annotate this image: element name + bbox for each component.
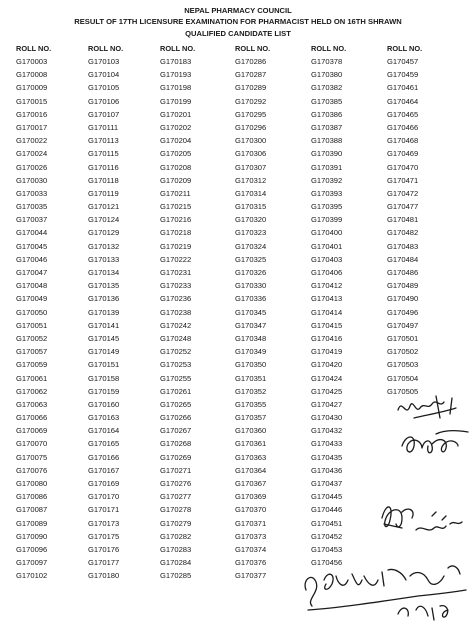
roll-number: G170218 <box>160 228 192 238</box>
roll-number: G170433 <box>311 439 343 449</box>
roll-number: G170387 <box>311 122 343 132</box>
roll-number: G170312 <box>235 175 267 185</box>
roll-number: G170370 <box>235 505 267 515</box>
roll-number: G170496 <box>387 307 419 317</box>
roll-number: G170016 <box>16 109 48 119</box>
column-header: ROLL NO. <box>235 44 271 53</box>
roll-number: G170457 <box>387 57 419 66</box>
roll-number: G170269 <box>160 452 192 462</box>
roll-column-6 <box>387 43 457 398</box>
roll-number: G170119 <box>88 188 119 198</box>
roll-number: G170413 <box>311 294 343 304</box>
roll-number: G170382 <box>311 83 343 93</box>
roll-column-4 <box>235 43 305 583</box>
roll-number: G170330 <box>235 281 267 291</box>
roll-number: G170286 <box>235 57 267 66</box>
roll-number: G170489 <box>387 281 419 291</box>
roll-number: G170284 <box>160 558 192 568</box>
roll-number: G170219 <box>160 241 192 251</box>
roll-number: G170061 <box>16 373 48 383</box>
roll-number: G170307 <box>235 162 267 172</box>
roll-number: G170482 <box>387 228 419 238</box>
roll-number: G170436 <box>311 465 343 475</box>
roll-number: G170113 <box>88 136 119 146</box>
roll-number: G170497 <box>387 320 419 330</box>
roll-number: G170325 <box>235 254 267 264</box>
roll-number: G170063 <box>16 399 48 409</box>
roll-number: G170430 <box>311 413 343 423</box>
roll-number: G170283 <box>160 544 192 554</box>
roll-number: G170024 <box>16 149 48 159</box>
roll-number: G170351 <box>235 373 267 383</box>
roll-number: G170134 <box>88 268 120 277</box>
roll-number: G170289 <box>235 83 267 93</box>
roll-number: G170432 <box>311 426 343 436</box>
roll-number: G170033 <box>16 188 48 198</box>
roll-number: G170167 <box>88 465 120 475</box>
roll-number: G170360 <box>235 426 267 436</box>
roll-number: G170435 <box>311 452 343 462</box>
roll-number: G170253 <box>160 360 192 370</box>
roll-number: G170133 <box>88 254 120 264</box>
roll-number: G170465 <box>387 109 419 119</box>
roll-number: G170175 <box>88 531 120 541</box>
roll-number: G170202 <box>160 122 192 132</box>
roll-number: G170159 <box>88 386 120 396</box>
roll-number: G170363 <box>235 452 267 462</box>
roll-number: G170248 <box>160 333 192 343</box>
roll-number: G170326 <box>235 268 267 277</box>
roll-number: G170364 <box>235 465 267 475</box>
roll-number: G170484 <box>387 254 419 264</box>
roll-number: G170459 <box>387 70 419 80</box>
roll-number: G170080 <box>16 479 48 488</box>
roll-number: G170075 <box>16 452 48 462</box>
roll-number: G170377 <box>235 571 267 581</box>
roll-number: G170361 <box>235 439 267 449</box>
roll-number: G170141 <box>88 320 120 330</box>
roll-number: G170345 <box>235 307 267 317</box>
roll-number: G170180 <box>88 571 120 581</box>
roll-number: G170089 <box>16 518 48 528</box>
roll-number: G170464 <box>387 96 419 106</box>
roll-number: G170070 <box>16 439 48 449</box>
roll-number: G170102 <box>16 571 48 581</box>
roll-number: G170066 <box>16 413 48 423</box>
roll-number: G170401 <box>311 241 343 251</box>
roll-number: G170424 <box>311 373 343 383</box>
roll-number: G170403 <box>311 254 343 264</box>
roll-number: G170320 <box>235 215 267 225</box>
roll-column-1 <box>16 43 86 583</box>
roll-number: G170003 <box>16 57 48 66</box>
roll-number: G170399 <box>311 215 343 225</box>
roll-number: G170369 <box>235 492 267 502</box>
roll-number: G170176 <box>88 544 120 554</box>
roll-number: G170236 <box>160 294 192 304</box>
roll-number: G170193 <box>160 70 192 80</box>
roll-number: G170451 <box>311 518 343 528</box>
column-header: ROLL NO. <box>387 44 423 53</box>
roll-number: G170292 <box>235 96 267 106</box>
roll-number: G170271 <box>160 465 192 475</box>
roll-number: G170052 <box>16 333 48 343</box>
roll-number: G170415 <box>311 320 343 330</box>
roll-number: G170468 <box>387 136 419 146</box>
roll-number: G170008 <box>16 70 48 80</box>
roll-number: G170030 <box>16 175 48 185</box>
roll-number: G170267 <box>160 426 192 436</box>
roll-number: G170453 <box>311 544 343 554</box>
roll-number: G170062 <box>16 386 48 396</box>
roll-number: G170216 <box>160 215 192 225</box>
roll-number: G170414 <box>311 307 343 317</box>
roll-number: G170238 <box>160 307 192 317</box>
roll-number: G170222 <box>160 254 192 264</box>
roll-number: G170255 <box>160 373 192 383</box>
roll-number: G170385 <box>311 96 343 106</box>
roll-number: G170105 <box>88 83 120 93</box>
list-title: QUALIFIED CANDIDATE LIST <box>185 29 291 38</box>
roll-number: G170059 <box>16 360 48 370</box>
roll-number: G170445 <box>311 492 343 502</box>
roll-number: G170348 <box>235 333 267 343</box>
roll-number: G170177 <box>88 558 120 568</box>
roll-number: G170139 <box>88 307 120 317</box>
roll-number: G170118 <box>88 175 119 185</box>
roll-number: G170392 <box>311 175 343 185</box>
roll-number: G170049 <box>16 294 48 304</box>
roll-number: G170204 <box>160 136 192 146</box>
column-header: ROLL NO. <box>311 44 347 53</box>
roll-number: G170268 <box>160 439 192 449</box>
roll-number: G170151 <box>88 360 120 370</box>
roll-column-2 <box>88 43 158 583</box>
roll-number: G170456 <box>311 558 343 568</box>
roll-number: G170287 <box>235 70 267 80</box>
roll-number: G170425 <box>311 386 343 396</box>
roll-column-5 <box>311 43 381 569</box>
roll-number: G170437 <box>311 479 343 488</box>
roll-number: G170295 <box>235 109 267 119</box>
roll-number: G170205 <box>160 149 192 159</box>
roll-number: G170323 <box>235 228 267 238</box>
roll-number: G170090 <box>16 531 48 541</box>
roll-number: G170472 <box>387 188 419 198</box>
roll-number: G170116 <box>88 162 119 172</box>
roll-number: G170477 <box>387 202 419 212</box>
roll-number: G170412 <box>311 281 343 291</box>
roll-number: G170015 <box>16 96 48 106</box>
roll-number: G170169 <box>88 479 120 488</box>
roll-number: G170069 <box>16 426 48 436</box>
council-title: NEPAL PHARMACY COUNCIL <box>184 6 292 15</box>
roll-number: G170505 <box>387 386 419 396</box>
roll-number: G170461 <box>387 83 419 93</box>
roll-number: G170198 <box>160 83 192 93</box>
roll-number: G170393 <box>311 188 343 198</box>
roll-number: G170135 <box>88 281 120 291</box>
roll-number: G170276 <box>160 479 192 488</box>
roll-number: G170406 <box>311 268 343 277</box>
roll-number: G170132 <box>88 241 120 251</box>
roll-number: G170296 <box>235 122 267 132</box>
roll-number: G170391 <box>311 162 343 172</box>
roll-number: G170380 <box>311 70 343 80</box>
roll-number: G170282 <box>160 531 192 541</box>
roll-number: G170420 <box>311 360 343 370</box>
roll-number: G170419 <box>311 347 343 357</box>
roll-number: G170050 <box>16 307 48 317</box>
roll-number: G170490 <box>387 294 419 304</box>
roll-number: G170386 <box>311 109 343 119</box>
roll-number: G170158 <box>88 373 120 383</box>
roll-number: G170277 <box>160 492 192 502</box>
roll-number: G170121 <box>88 202 120 212</box>
roll-number: G170400 <box>311 228 343 238</box>
roll-number: G170209 <box>160 175 192 185</box>
roll-number: G170502 <box>387 347 419 357</box>
roll-number: G170466 <box>387 122 419 132</box>
roll-number: G170390 <box>311 149 343 159</box>
roll-number: G170087 <box>16 505 48 515</box>
roll-number: G170314 <box>235 188 267 198</box>
roll-number: G170373 <box>235 531 267 541</box>
roll-number: G170324 <box>235 241 267 251</box>
roll-number: G170201 <box>160 109 192 119</box>
roll-number: G170022 <box>16 136 48 146</box>
roll-number: G170306 <box>235 149 267 159</box>
roll-number: G170471 <box>387 175 419 185</box>
roll-number: G170446 <box>311 505 343 515</box>
roll-number: G170347 <box>235 320 267 330</box>
roll-number: G170035 <box>16 202 48 212</box>
roll-number: G170350 <box>235 360 267 370</box>
signature-3 <box>372 490 472 548</box>
roll-number: G170416 <box>311 333 343 343</box>
roll-number: G170469 <box>387 149 419 159</box>
roll-number: G170278 <box>160 505 192 515</box>
roll-number: G170503 <box>387 360 419 370</box>
roll-number: G170173 <box>88 518 120 528</box>
roll-number: G170086 <box>16 492 48 502</box>
roll-number: G170315 <box>235 202 267 212</box>
roll-number: G170057 <box>16 347 48 357</box>
roll-number: G170266 <box>160 413 192 423</box>
roll-number: G170285 <box>160 571 192 581</box>
roll-number: G170106 <box>88 96 120 106</box>
roll-number: G170242 <box>160 320 192 330</box>
roll-number: G170037 <box>16 215 48 225</box>
roll-number: G170096 <box>16 544 48 554</box>
roll-number: G170171 <box>88 505 120 515</box>
roll-number: G170129 <box>88 228 120 238</box>
roll-number: G170357 <box>235 413 267 423</box>
roll-number: G170149 <box>88 347 120 357</box>
roll-number: G170046 <box>16 254 48 264</box>
roll-number: G170044 <box>16 228 48 238</box>
roll-number: G170115 <box>88 149 119 159</box>
roll-number: G170145 <box>88 333 120 343</box>
roll-number: G170504 <box>387 373 419 383</box>
roll-number: G170486 <box>387 268 419 277</box>
roll-number: G170374 <box>235 544 267 554</box>
roll-number: G170215 <box>160 202 192 212</box>
roll-number: G170378 <box>311 57 343 66</box>
roll-number: G170136 <box>88 294 120 304</box>
roll-number: G170501 <box>387 333 419 343</box>
roll-number: G170183 <box>160 57 192 66</box>
roll-number: G170163 <box>88 413 120 423</box>
roll-number: G170427 <box>311 399 343 409</box>
roll-number: G170009 <box>16 83 48 93</box>
roll-number: G170470 <box>387 162 419 172</box>
roll-number: G170336 <box>235 294 267 304</box>
roll-number: G170376 <box>235 558 267 568</box>
roll-number: G170211 <box>160 188 191 198</box>
roll-number: G170170 <box>88 492 120 502</box>
roll-number: G170124 <box>88 215 120 225</box>
column-header: ROLL NO. <box>160 44 196 53</box>
roll-number: G170103 <box>88 57 120 66</box>
roll-number: G170371 <box>235 518 267 528</box>
roll-number: G170048 <box>16 281 48 291</box>
roll-number: G170252 <box>160 347 192 357</box>
roll-number: G170481 <box>387 215 419 225</box>
roll-number: G170265 <box>160 399 192 409</box>
roll-number: G170208 <box>160 162 192 172</box>
roll-number: G170395 <box>311 202 343 212</box>
roll-number: G170349 <box>235 347 267 357</box>
roll-number: G170107 <box>88 109 120 119</box>
roll-number: G170300 <box>235 136 267 146</box>
signature-4 <box>298 550 473 628</box>
roll-number: G170165 <box>88 439 120 449</box>
roll-number: G170483 <box>387 241 419 251</box>
roll-number: G170164 <box>88 426 120 436</box>
roll-number: G170097 <box>16 558 48 568</box>
roll-number: G170051 <box>16 320 48 330</box>
roll-number: G170199 <box>160 96 192 106</box>
column-header: ROLL NO. <box>88 44 124 53</box>
roll-number: G170355 <box>235 399 267 409</box>
signature-2 <box>396 416 474 466</box>
roll-number: G170352 <box>235 386 267 396</box>
roll-number: G170045 <box>16 241 48 251</box>
roll-number: G170388 <box>311 136 343 146</box>
roll-number: G170233 <box>160 281 192 291</box>
roll-number: G170367 <box>235 479 267 488</box>
roll-column-3 <box>160 43 230 583</box>
roll-number: G170160 <box>88 399 120 409</box>
roll-number: G170452 <box>311 531 343 541</box>
roll-number: G170047 <box>16 268 48 277</box>
roll-number: G170111 <box>88 122 119 132</box>
column-header: ROLL NO. <box>16 44 52 53</box>
roll-number: G170104 <box>88 70 120 80</box>
roll-number: G170076 <box>16 465 48 475</box>
roll-number: G170231 <box>160 268 192 277</box>
exam-result-title: RESULT OF 17TH LICENSURE EXAMINATION FOR PHARMACIST HELD ON 16TH SHRAWN <box>74 17 402 26</box>
roll-number: G170026 <box>16 162 48 172</box>
roll-number: G170166 <box>88 452 120 462</box>
roll-number: G170261 <box>160 386 192 396</box>
roll-number: G170017 <box>16 122 48 132</box>
roll-number: G170279 <box>160 518 192 528</box>
